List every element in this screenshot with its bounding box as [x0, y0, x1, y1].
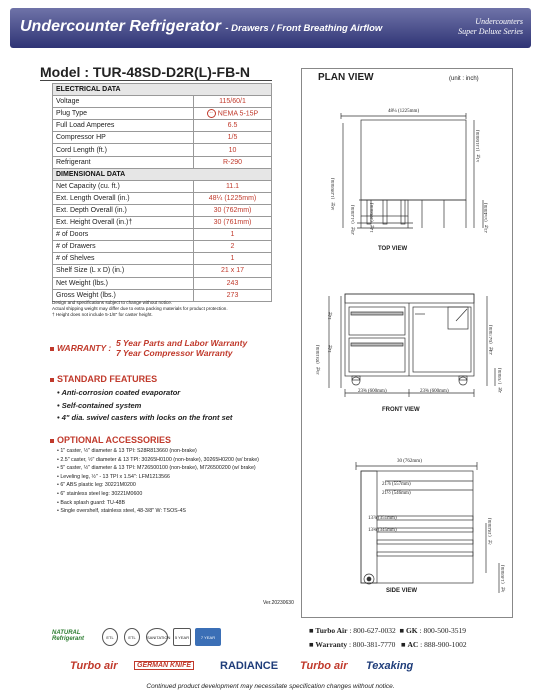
spec-row: Cord Length (ft.) 10 — [53, 144, 272, 156]
warranty-line: 7 Year Compressor Warranty — [116, 348, 233, 358]
brand-logo: RADIANCE — [220, 660, 279, 672]
list-item: • Self-contained system — [57, 400, 142, 410]
spec-row: Net Capacity (cu. ft.) 11.1 — [53, 180, 272, 192]
dim-front-w2: 23⅝ (600mm) — [420, 389, 449, 394]
spec-row: Compressor HP 1/5 — [53, 132, 272, 144]
features-list — [57, 387, 232, 425]
spec-row: Ext. Depth Overall (in.) 30 (762mm) — [53, 204, 272, 216]
category-text: Undercounters — [475, 17, 523, 26]
spec-row: Gross Weight (lbs.) 273 — [53, 289, 272, 301]
dim-side-top: 30 (762mm) — [397, 459, 422, 464]
brand-logo: Turbo air — [70, 660, 118, 672]
dim-side-w4: 13⅝ (345mm) — [368, 528, 397, 533]
title-text: Undercounter Refrigerator — [20, 18, 221, 35]
plug-icon: ◦◦ — [207, 109, 216, 118]
dim-front-d2: 12⅛ — [328, 343, 333, 353]
spec-row: Voltage 115/60/1 — [53, 96, 272, 108]
spec-row: Net Weight (lbs.) 243 — [53, 277, 272, 289]
list-item: • 2.5" caster, ½" diameter & 13 TPI: 30265H0100 (non-brake), 30265H0200 (w/ brake) — [57, 456, 259, 463]
dim-top-right-v: 51¾ (1316mm) — [476, 130, 481, 163]
dim-side-v: 7⅛ (182mm) — [488, 518, 493, 546]
bullet-icon — [50, 378, 54, 382]
doc-title — [20, 18, 382, 36]
dim-top-right-v2: 21¾ (554mm) — [484, 203, 489, 233]
dim-top-width: 48¼ (1225mm) — [388, 109, 420, 114]
natural-refrigerant-logo: NATURAL Refrigerant — [52, 630, 85, 642]
cert-logo: ETL — [102, 628, 118, 646]
series-text: Super Deluxe Series — [458, 27, 523, 36]
version-label: Ver.20230630 — [263, 600, 294, 606]
spec-row: Plug Type ◦◦ NEMA 5-15P — [53, 108, 272, 120]
series-label — [458, 17, 523, 37]
header-banner — [10, 8, 531, 48]
title-subtitle: - Drawers / Front Breathing Airflow — [225, 23, 383, 34]
spec-row: # of Drawers 2 — [53, 241, 272, 253]
top-view-drawing — [341, 113, 483, 228]
list-item: • 1" caster, ½" diameter & 13 TPI: S28R813660 (non-brake) — [57, 448, 197, 454]
dim-front-d1: 12⅛ — [328, 310, 333, 320]
list-item: • Leveling leg, ½" - 13 TPI x 1.54": LFM1213566 — [57, 473, 170, 480]
dim-top-left-v2: 20⅛ (512mm) — [351, 205, 356, 235]
accessories-list — [57, 448, 287, 517]
cert-logo: ETL — [124, 628, 140, 646]
model-divider — [40, 80, 272, 81]
dim-side-caster: 5⅛ (130mm) — [501, 565, 506, 593]
footer-note: Continued product development may necessitate specification changes without notice. — [146, 683, 395, 690]
dim-front-caster: 2⅝ (70mm) — [498, 368, 503, 393]
spec-row: # of Doors 1 — [53, 229, 272, 241]
features-heading: STANDARD FEATURES — [50, 374, 157, 384]
dim-side-w1: 21⅞ (557mm) — [382, 482, 411, 487]
warranty-line: 5 Year Parts and Labor Warranty — [116, 338, 248, 348]
dim-top-mid-v: 12⅛ (306mm) — [370, 203, 375, 233]
dim-side-w2: 21½ (546mm) — [382, 491, 411, 496]
front-view-label: FRONT VIEW — [382, 407, 420, 413]
dim-front-w1: 23⅝ (600mm) — [358, 389, 387, 394]
spec-row: Ext. Length Overall (in.) 48¼ (1225mm) — [53, 192, 272, 204]
list-item: • 6" stainless steel leg: 30221M0600 — [57, 490, 143, 497]
bullet-icon — [50, 439, 54, 443]
list-item: • 6" ABS plastic leg: 30221M0200 — [57, 482, 136, 489]
warranty-label: WARRANTY : — [57, 343, 112, 353]
electrical-heading: ELECTRICAL DATA — [53, 84, 272, 96]
model-heading: Model : TUR-48SD-D2R(L)-FB-N — [40, 64, 250, 80]
front-view-drawing — [329, 294, 495, 397]
contact-row: ■ Turbo Air : 800-627-0032 ■ GK : 800-500-3519 — [309, 626, 466, 635]
dim-top-left-v: 50⅛ (1280mm) — [331, 178, 336, 211]
spec-row: Shelf Size (L x D) (in.) 21 x 17 — [53, 265, 272, 277]
spec-row: Ext. Height Overall (in.)† 30 (761mm) — [53, 217, 272, 229]
list-item: • 5" caster, ½" diameter & 13 TPI: M726500100 (non-brake), M726500200 (w/ brake) — [57, 465, 256, 472]
dim-front-left-v: 35⅛ (891mm) — [316, 345, 321, 375]
spec-notes: Design and specifications subject to change without notice. Actual shipping weight may differ due to extra packing materials for product protection. † Height does not include 5-1/8" for caster height. — [52, 300, 228, 317]
plan-unit: (unit : inch) — [449, 76, 479, 82]
list-item: • 4" dia. swivel casters with locks on the front set — [57, 413, 233, 422]
brand-logo: Turbo air — [300, 660, 348, 672]
list-item: • Anti-corrosion coated evaporator — [57, 388, 181, 397]
spec-row: Refrigerant R-290 — [53, 156, 272, 168]
contact-row: ■ Warranty : 800-381-7770 ■ AC : 888-900-1002 — [309, 639, 467, 649]
plan-view-title: PLAN VIEW — [318, 72, 374, 83]
spec-row: Full Load Amperes 6.5 — [53, 120, 272, 132]
list-item: • Back splash guard: TU-48B — [57, 499, 126, 506]
cert-logo: 5 YEAR — [173, 628, 191, 646]
accessories-heading: OPTIONAL ACCESSORIES — [50, 435, 171, 445]
cert-logos — [52, 628, 287, 648]
brand-logo: GERMAN KNIFE — [134, 661, 194, 670]
cert-logo: 7 YEAR — [195, 628, 221, 646]
top-view-label: TOP VIEW — [378, 246, 408, 252]
contact-block — [309, 624, 467, 651]
brand-logos — [70, 660, 470, 674]
cert-logo: SANITATION — [146, 628, 168, 646]
dim-front-right-v: 24⅛ (627mm) — [489, 325, 494, 355]
dim-side-w3: 13⅞ (351mm) — [368, 516, 397, 521]
brand-logo: Texaking — [366, 660, 414, 672]
bullet-icon — [50, 347, 54, 351]
side-view-label: SIDE VIEW — [386, 588, 418, 594]
spec-row: # of Shelves 1 — [53, 253, 272, 265]
list-item: • Single overshelf, stainless steel, 48-3/8" W: TSOS-4S — [57, 508, 186, 515]
spec-table — [52, 83, 272, 302]
dimensional-heading: DIMENSIONAL DATA — [53, 168, 272, 180]
